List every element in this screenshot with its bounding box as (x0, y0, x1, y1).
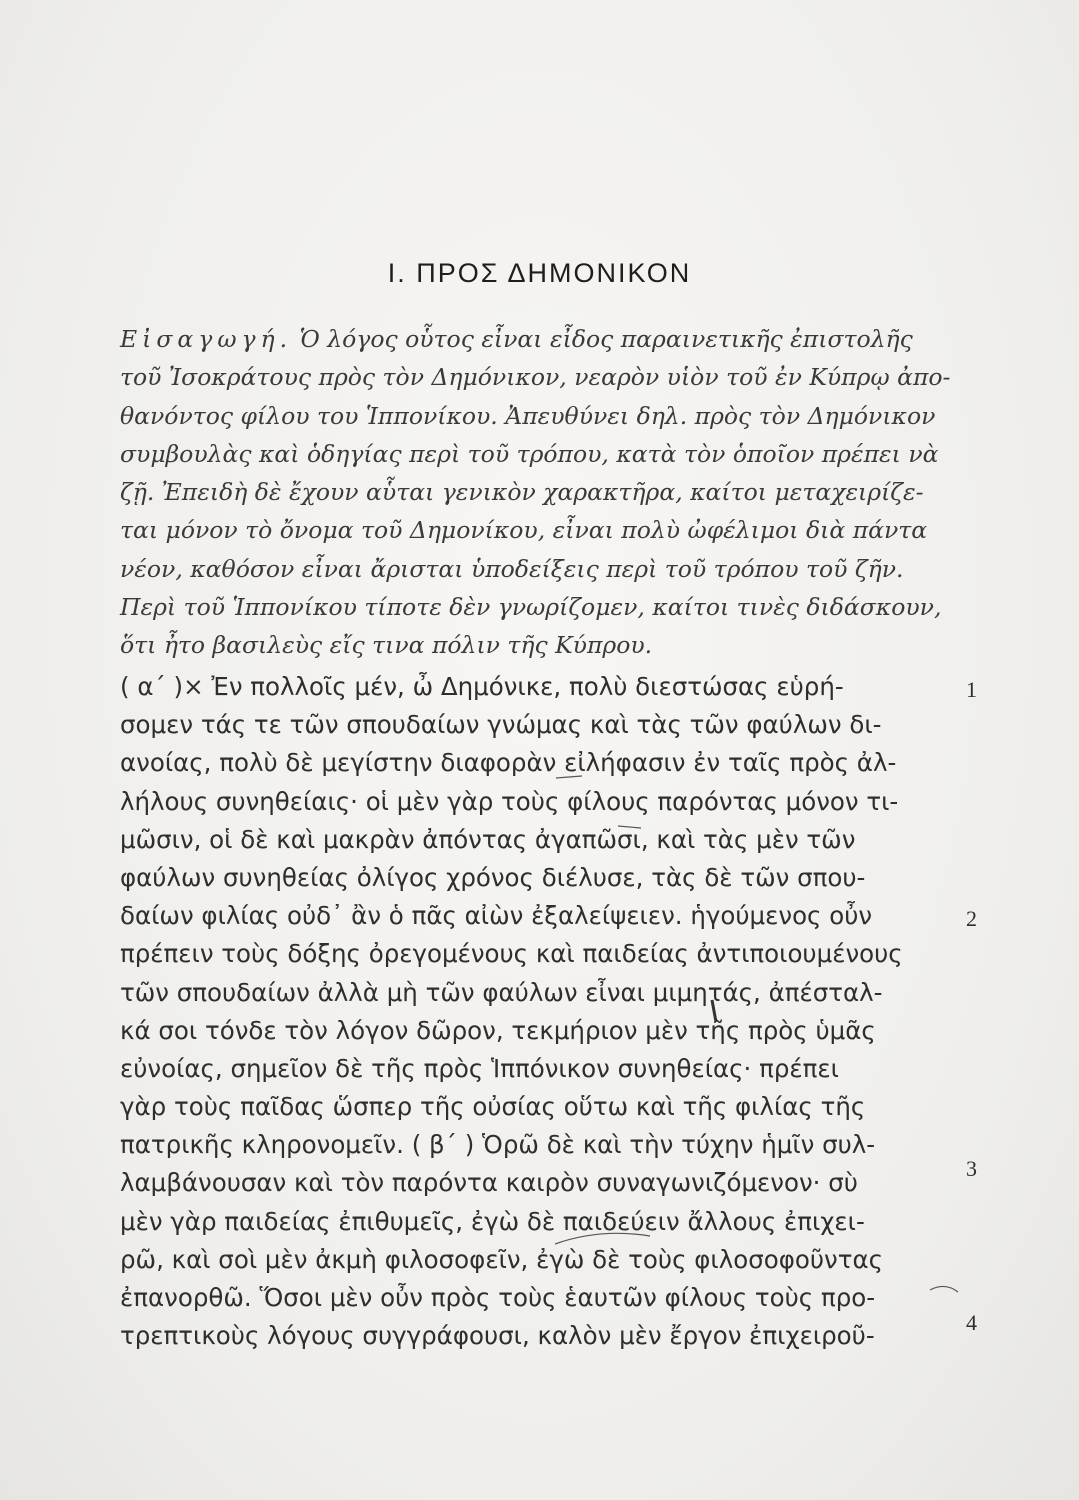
text-line: μῶσιν, οἱ δὲ καὶ μακρὰν ἀπόντας ἀγαπῶσι, καὶ τὰς μὲν τῶν (120, 824, 856, 854)
text-line: εὐνοίας, σημεῖον δὲ τῆς πρὸς Ἱππόνικον συνηθείας· πρέπει (120, 1053, 839, 1083)
text-line: σομεν τάς τε τῶν σπουδαίων γνώμας καὶ τὰς τῶν φαύλων δι- (120, 710, 882, 740)
intro-line: θανόντος φίλου του Ἱππονίκου. Ἀπευθύνει δηλ. πρὸς τὸν Δημόνικον (120, 401, 936, 430)
text-line: φαύλων συνηθείας ὀλίγος χρόνος διέλυσε, τὰς δὲ τῶν σπου- (120, 862, 866, 892)
pencil-arc (555, 1233, 650, 1244)
text-line: λήλους συνηθείαις· οἱ μὲν γὰρ τοὺς φίλους παρόντας μόνον τι- (120, 786, 899, 816)
text-line: ἐπανορθῶ. Ὅσοι μὲν οὖν πρὸς τοὺς ἑαυτῶν φίλους τοὺς προ- (120, 1283, 876, 1312)
intro-line: τοῦ Ἰσοκράτους πρὸς τὸν Δημόνικον, νεαρὸν υἱὸν τοῦ ἐν Κύπρῳ ἀπο- (120, 363, 951, 392)
text-line: λαμβάνουσαν καὶ τὸν παρόντα καιρὸν συναγωνιζόμενον· σὺ (120, 1168, 858, 1198)
text-line: τρεπτικοὺς λόγους συγγράφουσι, καλὸν μὲν ἔργον ἐπιχειροῦ- (120, 1321, 875, 1351)
text-line: μὲν γὰρ παιδείας ἐπιθυμεῖς, ἐγὼ δὲ παιδεύειν ἄλλους ἐπιχει- (120, 1206, 865, 1236)
page-title: I. ΠΡΟΣ ΔΗΜΟΝΙΚΟΝ (387, 258, 692, 289)
intro-label: Εἰσαγωγή. (120, 325, 293, 353)
intro-line: ὅτι ἦτο βασιλεὺς εἴς τινα πόλιν τῆς Κύπρου. (120, 631, 653, 660)
pencil-bracket (712, 1000, 716, 1022)
text-line: πατρικῆς κληρονομεῖν. ( β΄ ) Ὁρῶ δὲ καὶ τὴν τύχην ἡμῖν συλ- (120, 1130, 876, 1160)
text-line: πρέπειν τοὺς δόξης ὀρεγομένους καὶ παιδείας ἀντιποιουμένους (120, 939, 903, 969)
text-line: γὰρ τοὺς παῖδας ὥσπερ τῆς οὐσίας οὕτω καὶ τῆς φιλίας τῆς (120, 1092, 866, 1122)
text-line: τῶν σπουδαίων ἀλλὰ μὴ τῶν φαύλων εἶναι μιμητάς, ἀπέσταλ- (120, 977, 883, 1007)
pencil-arc (930, 1286, 958, 1292)
text-line: δαίων φιλίας οὐδ᾽ ἂν ὁ πᾶς αἰὼν ἐξαλείψειεν. ἡγούμενος οὖν (120, 901, 873, 931)
intro-line: Εἰσαγωγή. Ὁ λόγος οὗτος εἶναι εἶδος παραινετικῆς ἐπιστολῆς (120, 325, 913, 353)
intro-line: νέον, καθόσον εἶναι ἄρισται ὑποδείξεις περὶ τοῦ τρόπου τοῦ ζῆν. (120, 554, 904, 583)
underline-mark (556, 776, 582, 778)
text-line: κά σοι τόνδε τὸν λόγον δῶρον, τεκμήριον μὲν τῆς πρὸς ὑμᾶς (120, 1015, 876, 1045)
intro-line: ται μόνον τὸ ὄνομα τοῦ Δημονίκου, εἶναι πολὺ ὠφέλιμοι διὰ πάντα (120, 516, 928, 545)
section-number: 4 (966, 1310, 977, 1335)
section-number: 2 (966, 906, 977, 931)
pencil-mark (618, 826, 641, 828)
text-line: ( α΄ )× Ἐν πολλοῖς μέν, ὦ Δημόνικε, πολὺ διεστώσας εὑρή- (120, 672, 844, 701)
section-number: 3 (966, 1156, 977, 1181)
text-line: ανοίας, πολὺ δὲ μεγίστην διαφορὰν εἰλήφασιν ἐν ταῖς πρὸς ἀλ- (120, 748, 897, 778)
intro-line: ζῇ. Ἐπειδὴ δὲ ἔχουν αὗται γενικὸν χαρακτῆρα, καίτοι μεταχειρίζε- (120, 478, 924, 507)
text-line: ρῶ, καὶ σοὶ μὲν ἀκμὴ φιλοσοφεῖν, ἐγὼ δὲ τοὺς φιλοσοφοῦντας (120, 1244, 884, 1274)
section-number: 1 (966, 677, 977, 702)
intro-line: Περὶ τοῦ Ἱππονίκου τίποτε δὲν γνωρίζομεν, καίτοι τινὲς διδάσκουν, (120, 593, 942, 622)
intro-line: συμβουλὰς καὶ ὁδηγίας περὶ τοῦ τρόπου, κατὰ τὸν ὁποῖον πρέπει νὰ (120, 439, 939, 468)
